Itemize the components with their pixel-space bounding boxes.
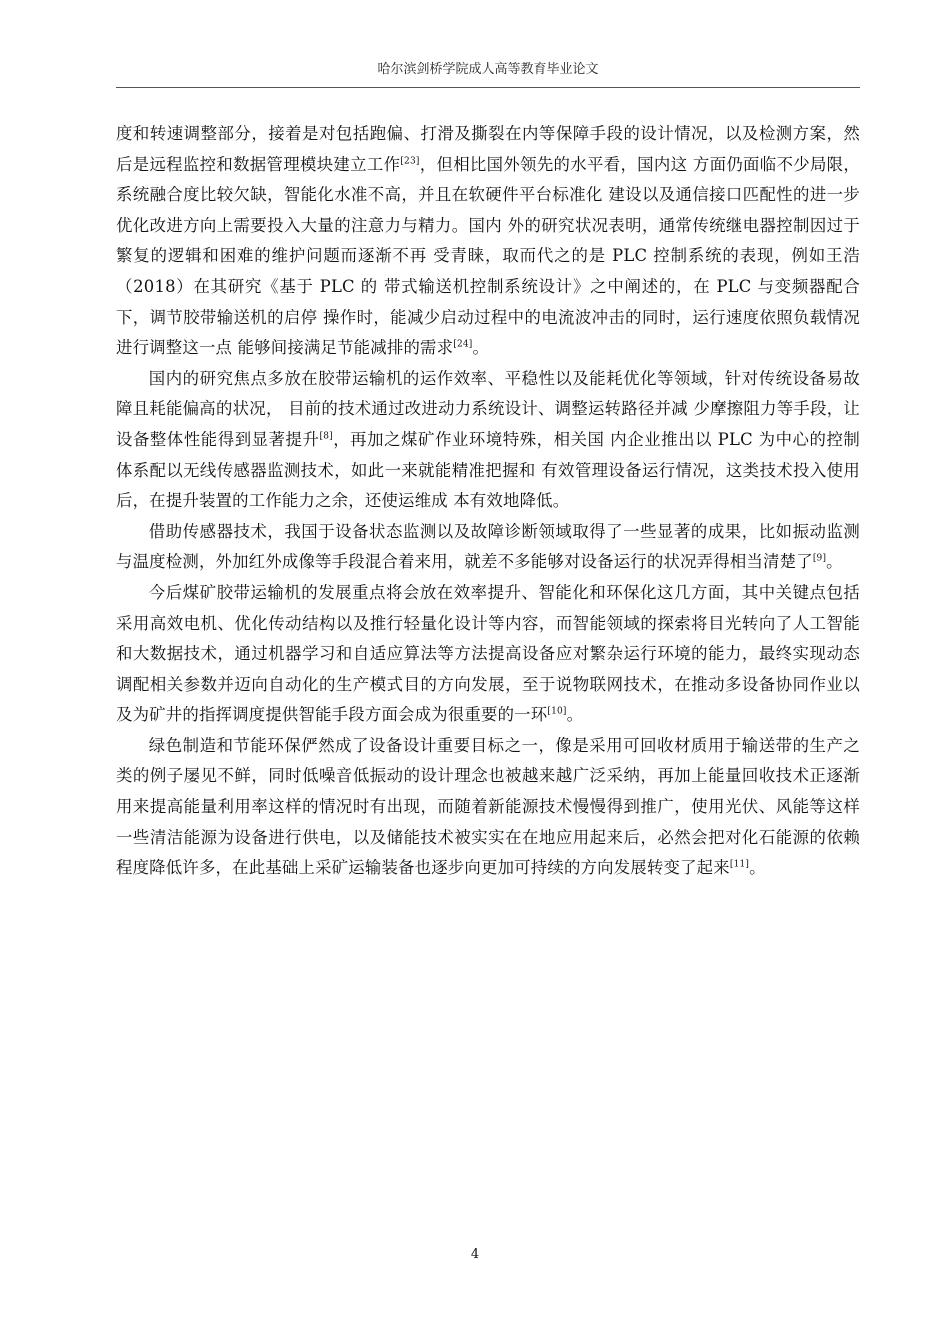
paragraph <box>116 731 860 884</box>
page-number: 4 <box>470 1247 480 1262</box>
citation-ref: [23] <box>400 155 420 166</box>
running-header: 哈尔滨剑桥学院成人高等教育毕业论文 <box>377 62 599 77</box>
citation-ref: [11] <box>729 859 750 870</box>
paragraph-text: ，但相比国外领先的水平看，国内这 方面仍面临不少局限，系统融合度比较欠缺，智能化水准不高，并且在软硬件平台标准化 建设以及通信接口匹配性的进一步优化改进方向上需要投入大量的注意力与精力。国内 外的研究状况表明，通常传统继电器控制因过于繁复的逻辑和困难的维护问题而逐渐不再 受青睐，取而代之的是 PLC 控制系统的表现，例如王浩（2018）在其研究《基于 PLC 的 带式输送机控制系统设计》之中阐述的，在 PLC 与变频器配合下，调节胶带输送机的启停 操作时，能减少启动过程中的电流波冲击的同时，运行速度依照负载情况进行调整这一点 能够间接满足节能减排的需求 <box>116 154 860 358</box>
paragraph <box>116 517 860 578</box>
paragraph-text: 今后煤矿胶带运输机的发展重点将会放在效率提升、智能化和环保化这几方面，其中关键点包括采用高效电机、优化传动结构以及推行轻量化设计等内容，而智能领域的探索将目光转向了人工智能和大数据技术，通过机器学习和自适应算法等方法提高设备应对繁杂运行环境的能力，最终实现动态调配相关参数并迈向自动化的生产模式目的方向发展，至于说物联网技术，在推动多设备协同作业以及为矿井的指挥调度提供智能手段方面会成为很重要的一环 <box>116 582 860 725</box>
citation-ref: [8] <box>319 431 333 442</box>
paragraph <box>116 578 860 731</box>
body-text <box>116 119 860 884</box>
citation-ref: [9] <box>812 553 827 564</box>
header-rule <box>116 87 860 88</box>
paragraph <box>116 364 860 517</box>
paragraph-text: 。 <box>472 338 490 358</box>
paragraph-text: ，再加之煤矿作业环境特殊，相关国 内企业推出以 PLC 为中心的控制体系配以无线传感器监测技术，如此一来就能精准把握和 有效管理设备运行情况，这类技术投入使用后，在提升装置的工作能力之余，还使运维成 本有效地降低。 <box>116 429 860 511</box>
paragraph-text: 度和转速调整部分，接着是对包括跑偏、打滑及撕裂在内等保障手段的设计情况，以及检测方案，然后是远程监控和数据管理模块建立工作 <box>116 124 860 174</box>
paragraph-text: 借助传感器技术，我国于设备状态监测以及故障诊断领域取得了一些显著的成果，比如振动监测与温度检测，外加红外成像等手段混合着来用，就差不多能够对设备运行的状况弄得相当清楚了 <box>116 521 860 572</box>
paragraph-text: 国内的研究焦点多放在胶带运输机的运作效率、平稳性以及能耗优化等领域，针对传统设备易故障且耗能偏高的状况， 目前的技术通过改进动力系统设计、调整运转路径并减 少摩擦阻力等手段，让设备整体性能得到显著提升 <box>116 368 860 449</box>
paragraph <box>116 119 860 364</box>
citation-ref: [10] <box>547 706 567 717</box>
paragraph-text: 。 <box>566 705 584 725</box>
citation-ref: [24] <box>453 339 473 350</box>
paragraph-text: 。 <box>749 858 766 878</box>
paragraph-text: 绿色制造和节能环保俨然成了设备设计重要目标之一，像是采用可回收材质用于输送带的生产之类的例子屡见不鲜，同时低噪音低振动的设计理念也被越来越广泛采纳，再加上能量回收技术正逐渐用来提高能量利用率这样的情况时有出现，而随着新能源技术慢慢得到推广，使用光伏、风能等这样一些清洁能源为设备进行供电，以及储能技术被实实在在地应用起来后，必然会把对化石能源的依赖程度降低许多，在此基础上采矿运输装备也逐步向更加可持续的方向发展转变了起来 <box>116 735 860 878</box>
paragraph-text: 。 <box>826 552 843 572</box>
